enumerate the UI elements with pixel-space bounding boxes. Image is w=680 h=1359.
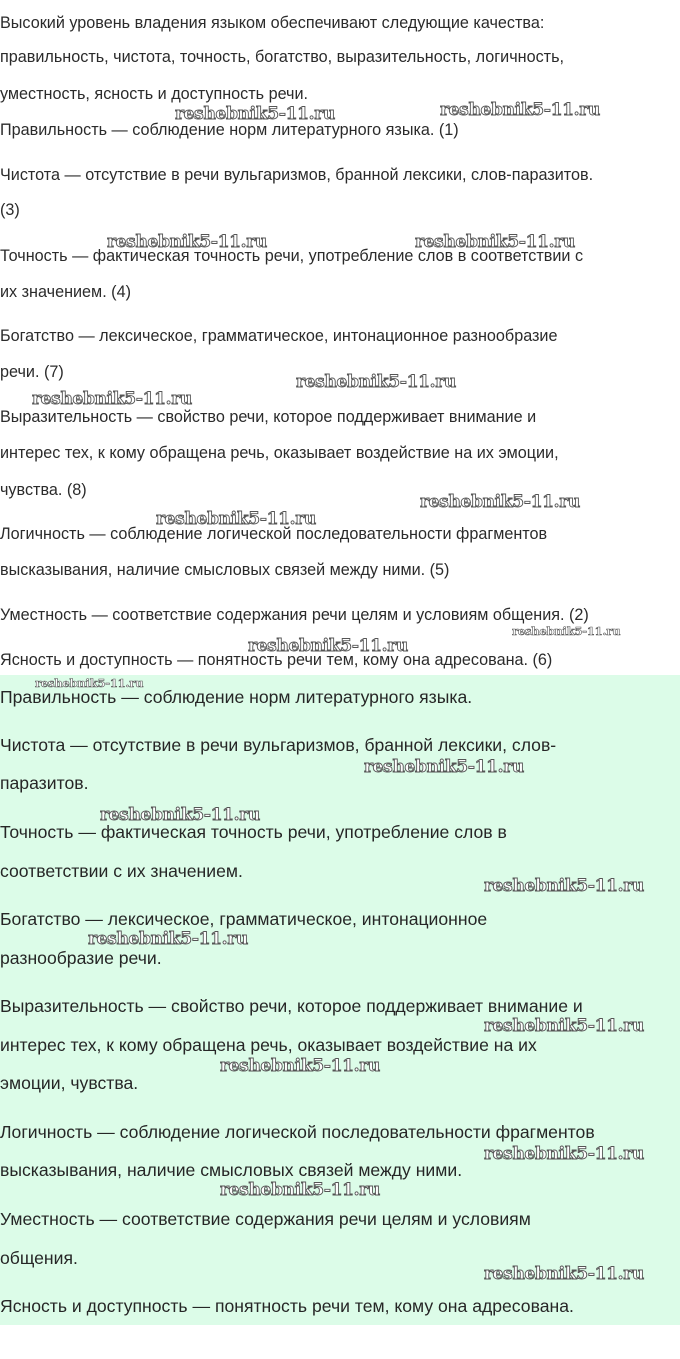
task-item-logic-line-2: высказывания, наличие смысловых связей между ними. (5) bbox=[0, 561, 450, 579]
task-item-expressiveness-line-1: Выразительность — свойство речи, которое поддерживает внимание и bbox=[0, 408, 537, 426]
watermark: reshebnik5-11.ru bbox=[484, 1144, 644, 1164]
answer-item-purity-line-2: паразитов. bbox=[0, 773, 89, 793]
watermark: reshebnik5-11.ru bbox=[248, 636, 408, 656]
watermark: reshebnik5-11.ru bbox=[512, 624, 621, 638]
watermark: reshebnik5-11.ru bbox=[440, 100, 600, 120]
answer-item-richness-line-2: разнообразие речи. bbox=[0, 948, 162, 968]
watermark: reshebnik5-11.ru bbox=[88, 929, 248, 949]
watermark: reshebnik5-11.ru bbox=[156, 509, 316, 529]
watermark: reshebnik5-11.ru bbox=[220, 1180, 380, 1200]
task-item-richness-line-2: речи. (7) bbox=[0, 363, 64, 381]
watermark: reshebnik5-11.ru bbox=[32, 389, 192, 409]
task-item-richness-line-1: Богатство — лексическое, грамматическое, интонационное разнообразие bbox=[0, 327, 558, 345]
task-item-accuracy-line-2: их значением. (4) bbox=[0, 283, 131, 301]
task-item-logic-line-1: Логичность — соблюдение логической последовательности фрагментов bbox=[0, 525, 548, 543]
task-item-appropriateness: Уместность — соответствие содержания речи целям и условиям общения. (2) bbox=[0, 606, 589, 624]
watermark: reshebnik5-11.ru bbox=[420, 492, 580, 512]
task-item-clarity: Ясность и доступность — понятность речи тем, кому она адресована. (6) bbox=[0, 651, 553, 669]
answer-item-appropriateness-line-2: общения. bbox=[0, 1248, 78, 1268]
task-item-correctness: Правильность — соблюдение норм литературного языка. (1) bbox=[0, 121, 459, 139]
task-section bbox=[0, 0, 680, 675]
watermark: reshebnik5-11.ru bbox=[364, 757, 524, 777]
watermark: reshebnik5-11.ru bbox=[35, 676, 144, 690]
answer-item-logic-line-1: Логичность — соблюдение логической последовательности фрагментов bbox=[0, 1122, 595, 1142]
task-item-expressiveness-line-2: интерес тех, к кому обращена речь, оказывает воздействие на их эмоции, bbox=[0, 444, 559, 462]
watermark: reshebnik5-11.ru bbox=[296, 372, 456, 392]
answer-item-accuracy-line-1: Точность — фактическая точность речи, употребление слов в bbox=[0, 822, 507, 842]
watermark: reshebnik5-11.ru bbox=[415, 232, 575, 252]
intro-line-2: правильность, чистота, точность, богатство, выразительность, логичность, bbox=[0, 48, 565, 66]
watermark: reshebnik5-11.ru bbox=[484, 1264, 644, 1284]
answer-item-correctness: Правильность — соблюдение норм литературного языка. bbox=[0, 687, 473, 707]
answer-section bbox=[0, 675, 680, 1325]
task-item-expressiveness-line-3: чувства. (8) bbox=[0, 481, 87, 499]
watermark: reshebnik5-11.ru bbox=[100, 805, 260, 825]
answer-item-expressiveness-line-3: эмоции, чувства. bbox=[0, 1073, 139, 1093]
answer-item-accuracy-line-2: соответствии с их значением. bbox=[0, 861, 243, 881]
answer-item-expressiveness-line-2: интерес тех, к кому обращена речь, оказывает воздействие на их bbox=[0, 1035, 537, 1055]
watermark: reshebnik5-11.ru bbox=[107, 232, 267, 252]
answer-item-appropriateness-line-1: Уместность — соответствие содержания речи целям и условиям bbox=[0, 1209, 531, 1229]
watermark: reshebnik5-11.ru bbox=[175, 104, 335, 124]
watermark: reshebnik5-11.ru bbox=[220, 1056, 380, 1076]
answer-item-richness-line-1: Богатство — лексическое, грамматическое, интонационное bbox=[0, 909, 488, 929]
watermark: reshebnik5-11.ru bbox=[484, 1016, 644, 1036]
task-item-purity-line-1: Чистота — отсутствие в речи вульгаризмов, бранной лексики, слов-паразитов. bbox=[0, 166, 594, 184]
answer-item-expressiveness-line-1: Выразительность — свойство речи, которое поддерживает внимание и bbox=[0, 996, 583, 1016]
watermark: reshebnik5-11.ru bbox=[484, 876, 644, 896]
intro-line-3: уместность, ясность и доступность речи. bbox=[0, 85, 309, 103]
intro-line-1: Высокий уровень владения языком обеспечивают следующие качества: bbox=[0, 14, 545, 32]
task-item-purity-line-2: (3) bbox=[0, 201, 20, 219]
task-item-accuracy-line-1: Точность — фактическая точность речи, употребление слов в соответствии с bbox=[0, 247, 584, 265]
answer-item-purity-line-1: Чистота — отсутствие в речи вульгаризмов, бранной лексики, слов- bbox=[0, 735, 557, 755]
answer-item-logic-line-2: высказывания, наличие смысловых связей между ними. bbox=[0, 1160, 463, 1180]
answer-item-clarity: Ясность и доступность — понятность речи тем, кому она адресована. bbox=[0, 1296, 574, 1316]
